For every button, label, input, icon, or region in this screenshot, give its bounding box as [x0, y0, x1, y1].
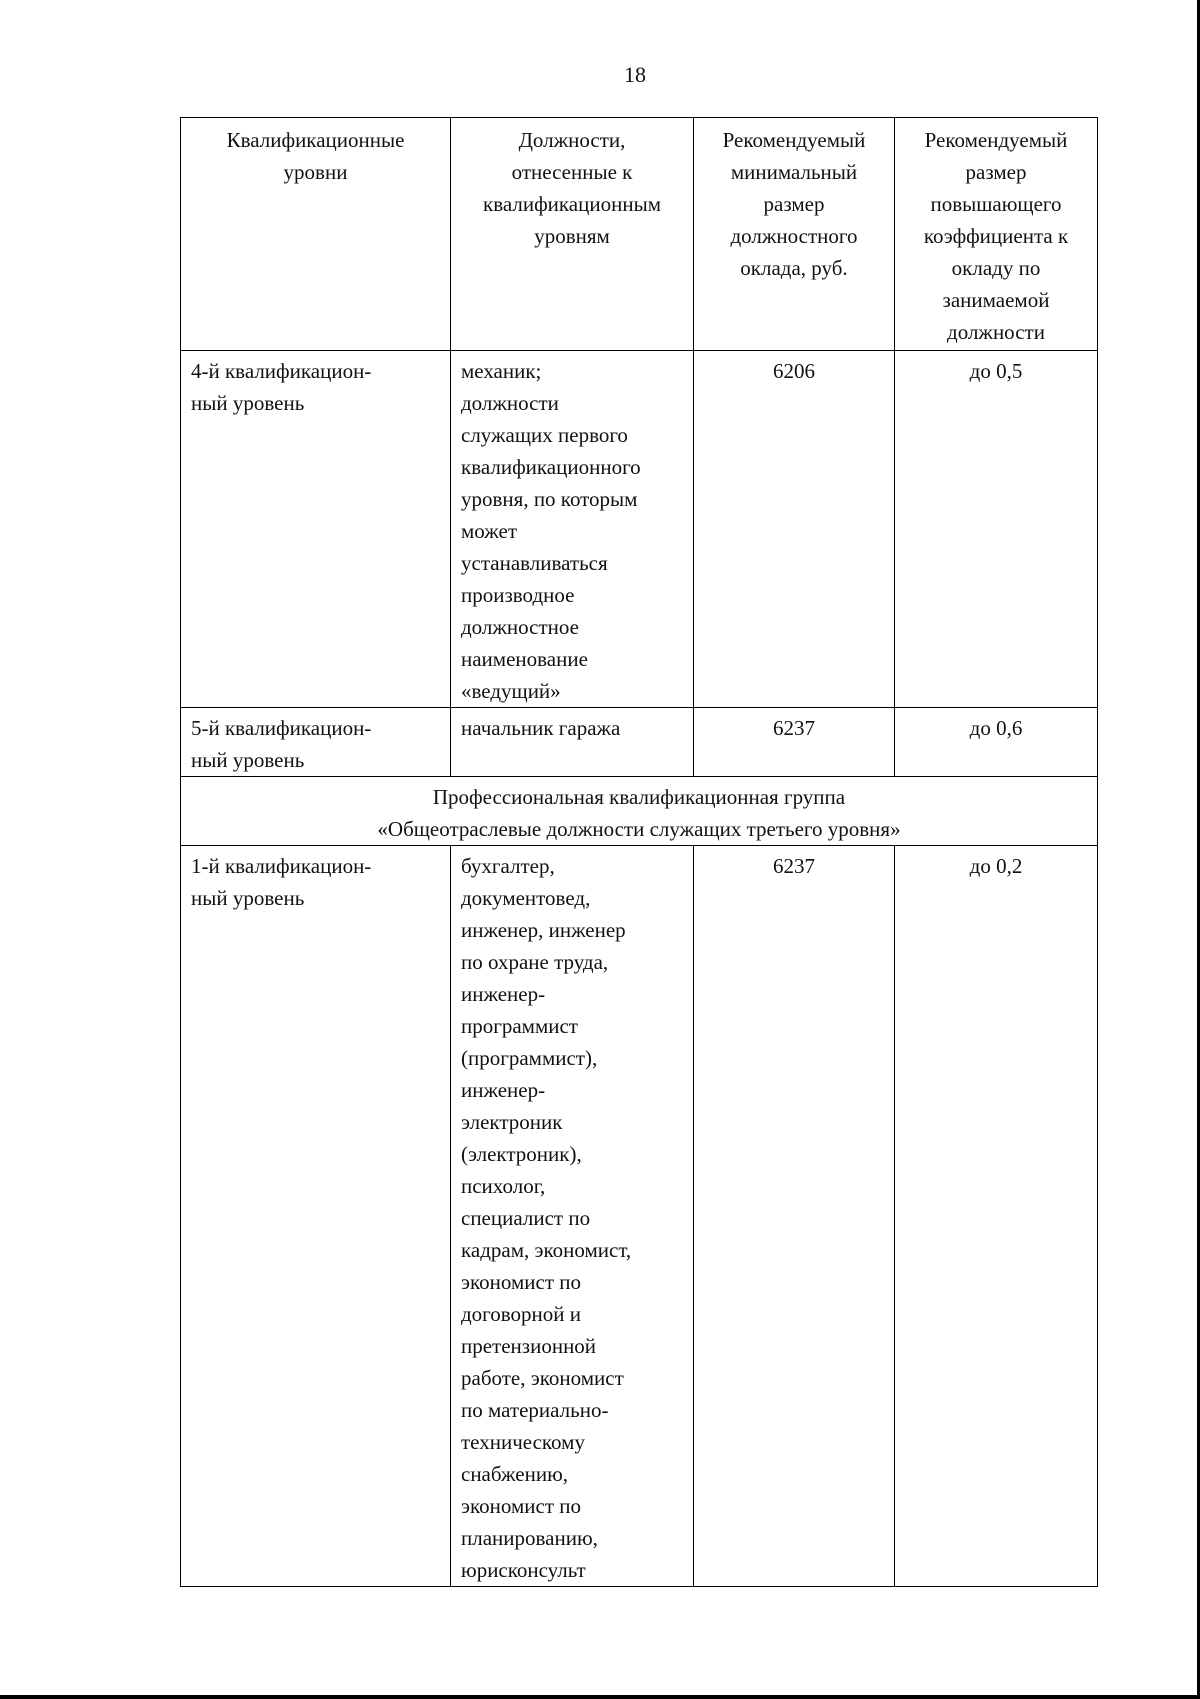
salary-cell: 6237: [694, 708, 895, 777]
positions-cell: механик; должности служащих первого квалификационного уровня, по которым может устанавливаться производное должностное наименование «ведущий»: [451, 351, 694, 708]
group-heading: Профессиональная квалификационная группа «Общеотраслевые должности служащих третьего уровня»: [181, 777, 1098, 846]
coefficient-cell: до 0,6: [895, 708, 1098, 777]
page-number: 18: [624, 62, 646, 87]
header-cell-levels: Квалификационные уровни: [181, 118, 451, 351]
coefficient-cell: до 0,5: [895, 351, 1098, 708]
header-cell-coefficient: Рекомендуемый размер повышающего коэффициента к окладу по занимаемой должности: [895, 118, 1098, 351]
coefficient-cell: до 0,2: [895, 846, 1098, 1587]
table-row: [181, 846, 1098, 1587]
table-header-row: [181, 118, 1098, 351]
positions-cell: бухгалтер, документовед, инженер, инженер по охране труда, инженер- программист (программист), инженер- электроник (электроник), психолог, специалист по кадрам, экономист, экономист по договорной и претензионной работе, экономист по материально- техническому снабжению, экономист по планированию, юрисконсульт: [451, 846, 694, 1587]
table-row: [181, 708, 1098, 777]
page-bottom-edge: [0, 1695, 1200, 1699]
level-cell: 1-й квалификацион- ный уровень: [181, 846, 451, 1587]
table-row: [181, 351, 1098, 708]
group-heading-row: [181, 777, 1098, 846]
header-cell-positions: Должности, отнесенные к квалификационным уровням: [451, 118, 694, 351]
level-cell: 4-й квалификацион- ный уровень: [181, 351, 451, 708]
qualification-table: [180, 117, 1098, 1587]
level-cell: 5-й квалификацион- ный уровень: [181, 708, 451, 777]
salary-cell: 6237: [694, 846, 895, 1587]
positions-cell: начальник гаража: [451, 708, 694, 777]
salary-cell: 6206: [694, 351, 895, 708]
header-cell-salary: Рекомендуемый минимальный размер должностного оклада, руб.: [694, 118, 895, 351]
